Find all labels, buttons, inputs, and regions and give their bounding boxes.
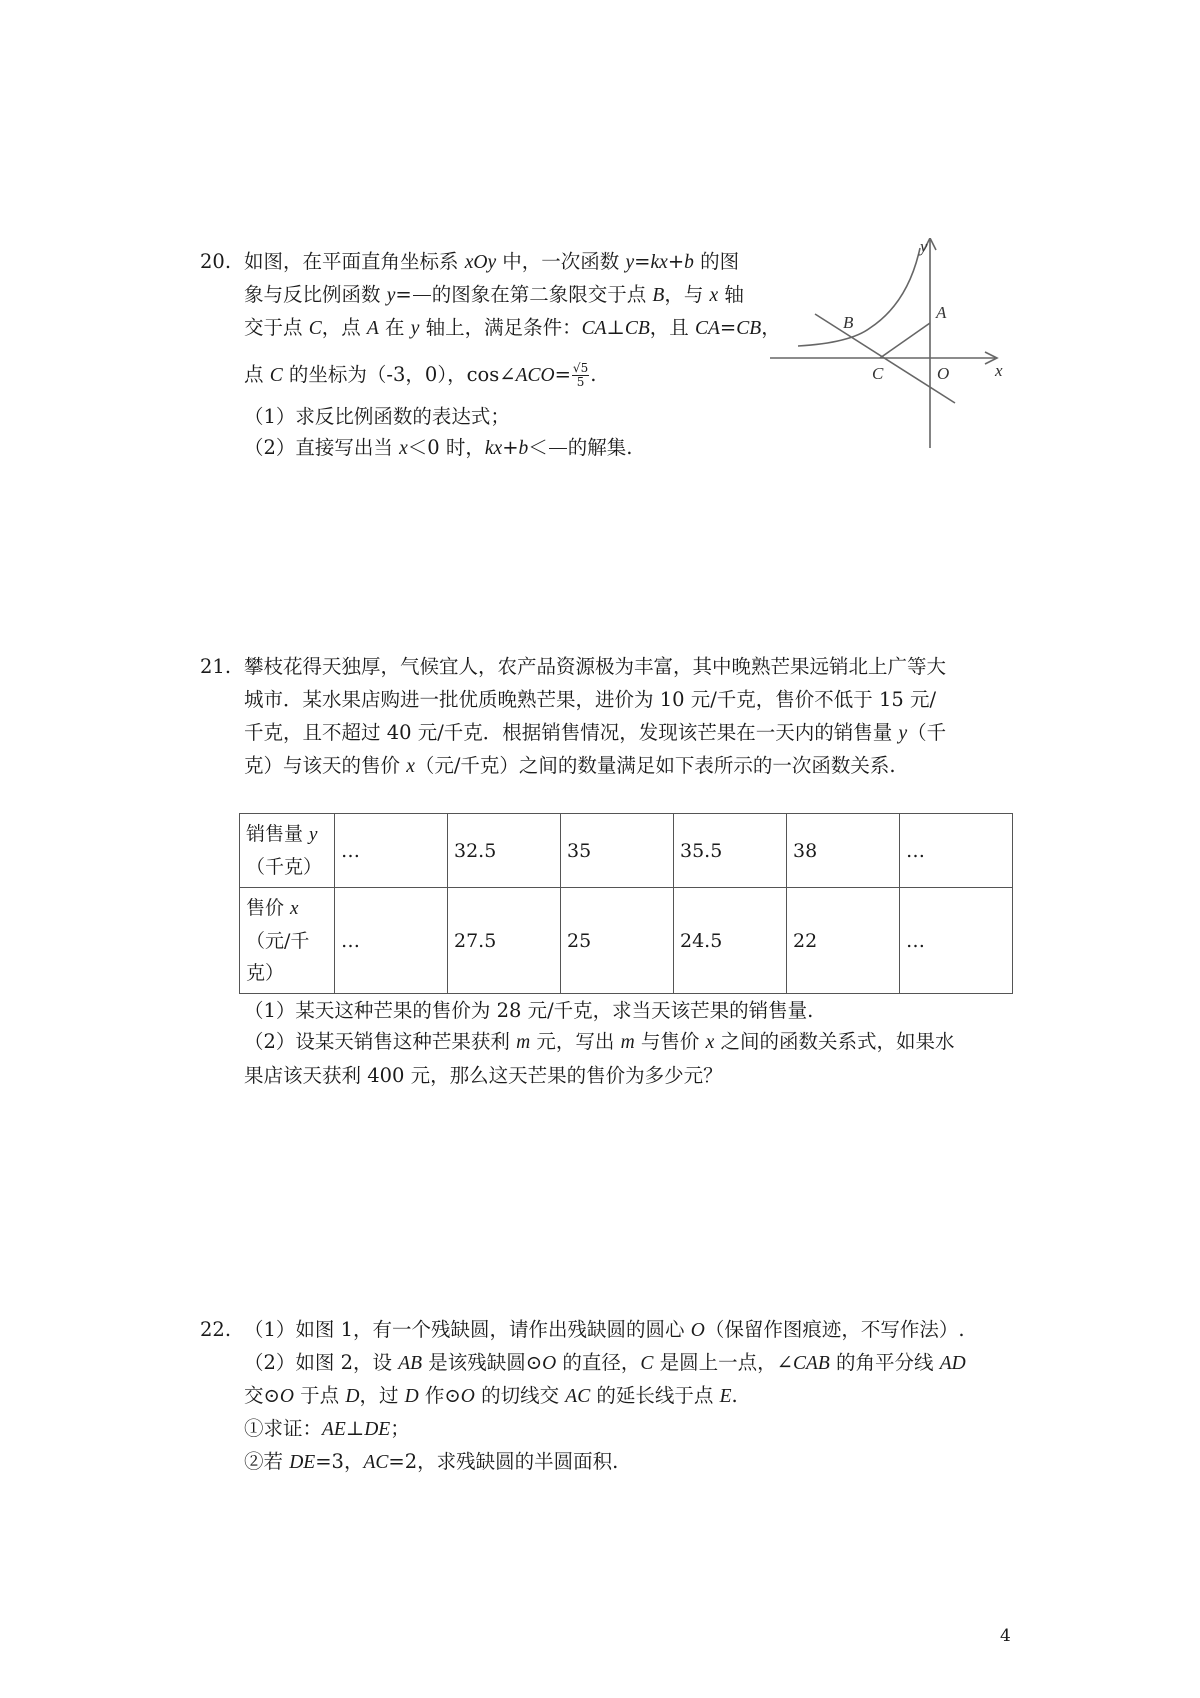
table-cell: 24.5 xyxy=(674,888,787,994)
question-line: 交于点 C，点 A 在 y 轴上，满足条件：CA⊥CB，且 CA=CB， xyxy=(244,316,781,339)
label-a: A xyxy=(936,303,947,322)
question-21-tail xyxy=(244,1059,1044,1092)
label-x: x xyxy=(995,361,1003,380)
math-var: xOy xyxy=(464,252,497,273)
question-line: 城市．某水果店购进一批优质晚熟芒果，进价为 10 元/千克，售价不低于 15 元/ xyxy=(244,688,937,711)
math-var: DE xyxy=(289,1452,316,1473)
table-cell: 35.5 xyxy=(674,814,787,888)
sub-question-1: （1）某天这种芒果的售价为 28 元/千克，求当天该芒果的销售量. xyxy=(244,999,814,1022)
math-var: D xyxy=(404,1386,419,1407)
question-21-subs xyxy=(244,995,1044,1057)
header-line: 销售量 y xyxy=(246,823,318,845)
question-line: ②若 DE=3，AC=2，求残缺圆的半圆面积. xyxy=(244,1450,619,1473)
math-var: C xyxy=(308,318,322,339)
sub-question-2: （2）设某天销售这种芒果获利 m 元，写出 m 与售价 x 之间的函数关系式，如果水 xyxy=(244,1030,955,1053)
math-var: kx xyxy=(650,252,668,273)
math-var: O xyxy=(279,1386,294,1407)
question-line: 千克，且不超过 40 元/千克．根据销售情况，发现该芒果在一天内的销售量 y（千 xyxy=(244,721,947,744)
label-o: O xyxy=(937,364,950,383)
math-var: C xyxy=(269,365,283,386)
fraction-bar xyxy=(549,448,567,449)
header-line: （千克） xyxy=(246,856,323,878)
math-var: C xyxy=(640,1353,654,1374)
question-22-continued xyxy=(244,1379,1044,1478)
fraction-denominator: 5 xyxy=(576,375,585,389)
question-line: （2）如图 2，设 AB 是该残缺圆⊙O 的直径，C 是圆上一点，∠CAB 的角平分线 AD xyxy=(244,1351,966,1374)
math-var: AC xyxy=(363,1452,389,1473)
question-body xyxy=(244,650,946,782)
segment-ca xyxy=(880,323,930,358)
fraction-bar xyxy=(413,295,431,296)
math-var: CB xyxy=(736,318,762,339)
label-b: B xyxy=(843,313,854,332)
math-var: CB xyxy=(624,318,650,339)
table-cell: … xyxy=(335,888,448,994)
hyperbola-curve xyxy=(798,248,920,346)
page-number: 4 xyxy=(1000,1626,1011,1646)
question-line: ①求证：AE⊥DE； xyxy=(244,1417,410,1440)
math-var: x xyxy=(406,756,415,777)
question-line: 如图，在平面直角坐标系 xOy 中，一次函数 y=kx+b 的图 xyxy=(244,250,740,273)
question-line: （1）如图 1，有一个残缺圆，请作出残缺圆的圆心 O（保留作图痕迹，不写作法）. xyxy=(244,1318,965,1341)
table-cell: … xyxy=(900,888,1013,994)
table-row-price xyxy=(240,888,1013,994)
math-var: x xyxy=(290,898,299,919)
math-var: CAB xyxy=(792,1353,830,1374)
row-header-sales xyxy=(240,814,335,888)
math-var: kx xyxy=(484,438,503,459)
math-var: b xyxy=(518,438,529,459)
math-var: y xyxy=(386,285,396,306)
table-cell: 25 xyxy=(561,888,674,994)
math-var: m xyxy=(620,1032,635,1053)
table-cell: 38 xyxy=(787,814,900,888)
row-header-price xyxy=(240,888,335,994)
math-var: x xyxy=(705,1032,715,1053)
sub-question-2: （2）直接写出当 x＜0 时，kx+b＜ 的解集. xyxy=(244,436,633,459)
question-line: 象与反比例函数 y= 的图象在第二象限交于点 B，与 x 轴 xyxy=(244,283,744,306)
fraction-numerator: √5 xyxy=(572,361,589,375)
table-cell: … xyxy=(900,814,1013,888)
question-body xyxy=(244,1313,966,1379)
question-line: 攀枝花得天独厚，气候宜人，农产品资源极为丰富，其中晚熟芒果远销北上广等大 xyxy=(244,655,947,678)
math-var: D xyxy=(345,1386,360,1407)
math-var: A xyxy=(366,318,379,339)
math-var: x xyxy=(399,438,408,459)
math-var: O xyxy=(690,1320,705,1341)
math-var: AC xyxy=(565,1386,591,1407)
question-number: 20. xyxy=(200,250,232,273)
math-var: CA xyxy=(695,318,720,339)
math-var: y xyxy=(898,723,908,744)
question-line: 交⊙O 于点 D，过 D 作⊙O 的切线交 AC 的延长线于点 E. xyxy=(244,1384,738,1407)
math-var: y xyxy=(625,252,635,273)
question-line: 克）与该天的售价 x（元/千克）之间的数量满足如下表所示的一次函数关系. xyxy=(244,754,896,777)
math-var: CA xyxy=(581,318,607,339)
table-cell: 32.5 xyxy=(448,814,561,888)
math-var: y xyxy=(309,824,318,845)
fraction xyxy=(572,362,589,389)
math-var: AB xyxy=(398,1353,423,1374)
math-var: x xyxy=(709,285,719,306)
table-cell: 35 xyxy=(561,814,674,888)
math-var: b xyxy=(684,252,694,273)
table-row-sales xyxy=(240,814,1013,888)
label-c: C xyxy=(872,364,884,383)
math-var: O xyxy=(542,1353,557,1374)
math-var: ACO xyxy=(515,365,555,386)
math-var: AD xyxy=(939,1353,966,1374)
math-var: O xyxy=(460,1386,475,1407)
label-y: y xyxy=(920,238,928,256)
math-var: AE xyxy=(322,1419,346,1440)
question-line: 果店该天获利 400 元，那么这天芒果的售价为多少元？ xyxy=(244,1064,723,1087)
math-var: m xyxy=(516,1032,531,1053)
sales-table xyxy=(239,813,1013,994)
math-var: E xyxy=(719,1386,732,1407)
header-line: 售价 x xyxy=(246,897,299,919)
header-line: 克） xyxy=(246,962,285,984)
table-cell: 27.5 xyxy=(448,888,561,994)
table-cell: … xyxy=(335,814,448,888)
question-number: 22. xyxy=(200,1318,232,1341)
table-cell: 22 xyxy=(787,888,900,994)
header-line: （元/千 xyxy=(246,930,310,952)
coordinate-figure xyxy=(770,238,1010,448)
question-line: 点 C 的坐标为（-3，0），cos∠ACO= $\frac{√5}{5}$ . xyxy=(244,361,597,389)
math-var: B xyxy=(652,285,665,306)
math-var: DE xyxy=(364,1419,391,1440)
question-number: 21. xyxy=(200,655,232,678)
math-var: y xyxy=(410,318,420,339)
sub-question-1: （1）求反比例函数的表达式； xyxy=(244,405,510,428)
question-body xyxy=(244,245,781,463)
